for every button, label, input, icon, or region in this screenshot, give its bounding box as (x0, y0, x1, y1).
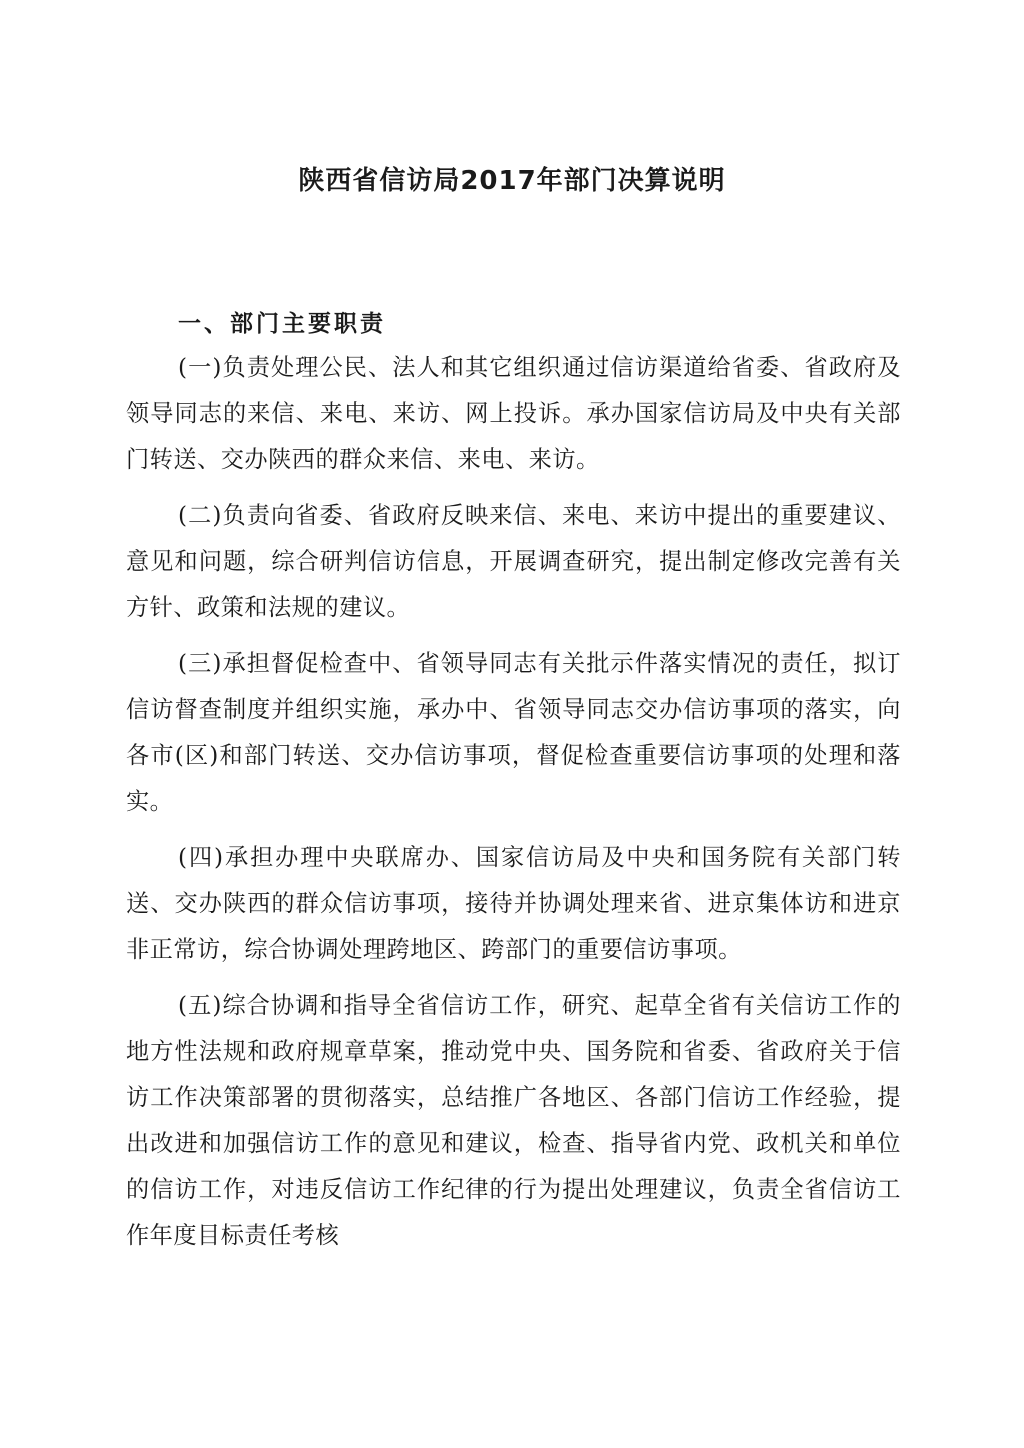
section-heading: 一、部门主要职责 (178, 311, 386, 337)
paragraph-2: (二)负责向省委、省政府反映来信、来电、来访中提出的重要建议、意见和问题，综合研判信访信息，开展调查研究，提出制定修改完善有关方针、政策和法规的建议。 (126, 502, 901, 621)
paragraph-4: (四)承担办理中央联席办、国家信访局及中央和国务院有关部门转送、交办陕西的群众信访事项，接待并协调处理来省、进京集体访和进京非正常访，综合协调处理跨地区、跨部门的重要信访事项。 (126, 844, 901, 963)
document-body (126, 345, 901, 1269)
paragraph-3: (三)承担督促检查中、省领导同志有关批示件落实情况的责任，拟订信访督查制度并组织实施，承办中、省领导同志交办信访事项的落实，向各市(区)和部门转送、交办信访事项，督促检查重要信访事项的处理和落实。 (126, 650, 901, 815)
paragraph-1: (一)负责处理公民、法人和其它组织通过信访渠道给省委、省政府及领导同志的来信、来电、来访、网上投诉。承办国家信访局及中央有关部门转送、交办陕西的群众来信、来电、来访。 (126, 354, 901, 473)
paragraph-5: (五)综合协调和指导全省信访工作，研究、起草全省有关信访工作的地方性法规和政府规章草案，推动党中央、国务院和省委、省政府关于信访工作决策部署的贯彻落实，总结推广各地区、各部门信访工作经验，提出改进和加强信访工作的意见和建议，检查、指导省内党、政机关和单位的信访工作，对违反信访工作纪律的行为提出处理建议，负责全省信访工作年度目标责任考核 (126, 992, 901, 1249)
document-title: 陕西省信访局2017年部门决算说明 (298, 166, 726, 196)
